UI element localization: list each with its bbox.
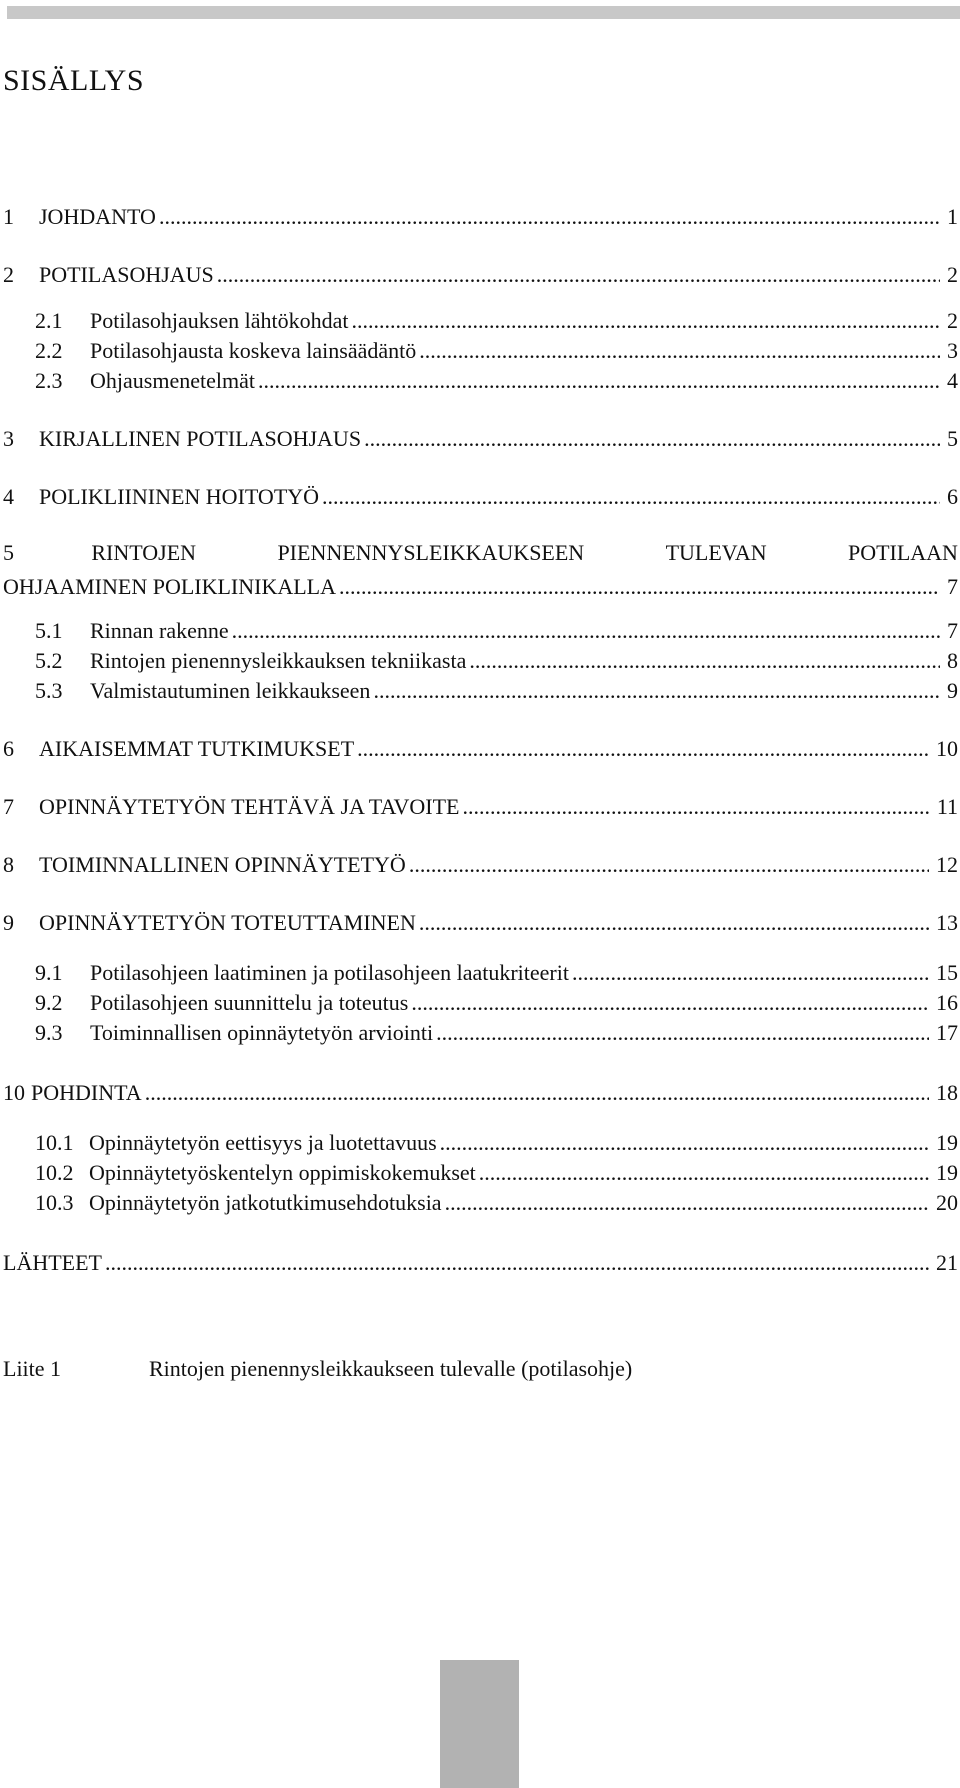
toc-title: OPINNÄYTETYÖN TEHTÄVÄ JA TAVOITE bbox=[39, 794, 460, 819]
toc-page: 19 bbox=[936, 1130, 958, 1155]
toc-entry-5-1[interactable] bbox=[0, 610, 958, 644]
toc-title: AIKAISEMMAT TUTKIMUKSET bbox=[39, 736, 355, 761]
toc-leader bbox=[322, 484, 940, 510]
toc-number: 5.2 bbox=[35, 648, 63, 673]
toc-entry-1[interactable] bbox=[0, 196, 958, 230]
toc-number: 1 bbox=[3, 204, 14, 229]
toc-leader bbox=[105, 1250, 929, 1276]
toc-title: Opinnäytetyön jatkotutkimusehdotuksia bbox=[89, 1190, 442, 1215]
toc-page: 2 bbox=[947, 308, 958, 333]
toc-page: 10 bbox=[936, 736, 958, 761]
toc-title: POHDINTA bbox=[31, 1080, 142, 1105]
toc-page: 21 bbox=[936, 1250, 958, 1275]
toc-title: JOHDANTO bbox=[39, 204, 156, 229]
toc-number: 9.3 bbox=[35, 1020, 63, 1045]
toc-entry-2[interactable] bbox=[0, 254, 958, 288]
toc-number: 10.2 bbox=[35, 1160, 74, 1185]
toc-leader bbox=[145, 1080, 929, 1106]
toc-number: 4 bbox=[3, 484, 14, 509]
toc-title: LÄHTEET bbox=[3, 1250, 102, 1275]
toc-page: 12 bbox=[936, 852, 958, 877]
toc-entry-6[interactable] bbox=[0, 728, 958, 762]
toc-number: 7 bbox=[3, 794, 14, 819]
toc-title: Toiminnallisen opinnäytetyön arviointi bbox=[90, 1020, 434, 1045]
toc-leader bbox=[436, 1020, 929, 1046]
toc-page: 18 bbox=[936, 1080, 958, 1105]
toc-entry-5-line1[interactable] bbox=[3, 540, 958, 566]
toc-number: 5.1 bbox=[35, 618, 63, 643]
toc-title: KIRJALLINEN POTILASOHJAUS bbox=[39, 426, 362, 451]
toc-entry-5-line2[interactable] bbox=[0, 566, 958, 600]
toc-number: 6 bbox=[3, 736, 14, 761]
toc-entry-9[interactable] bbox=[0, 902, 958, 936]
toc-entry-9-2[interactable] bbox=[0, 982, 958, 1016]
toc-entry-9-3[interactable] bbox=[0, 1012, 958, 1046]
toc-page: 15 bbox=[936, 960, 958, 985]
toc-leader bbox=[419, 910, 929, 936]
toc-leader bbox=[373, 678, 940, 704]
toc-entry-5-2[interactable] bbox=[0, 640, 958, 674]
toc-page: 13 bbox=[936, 910, 958, 935]
toc-title: Potilasohjauksen lähtökohdat bbox=[90, 308, 349, 333]
toc-entry-9-1[interactable] bbox=[0, 952, 958, 986]
toc-title: Rinnan rakenne bbox=[90, 618, 229, 643]
toc-leader bbox=[409, 852, 929, 878]
toc-entry-2-3[interactable] bbox=[0, 360, 958, 394]
toc-title: Opinnäytetyöskentelyn oppimiskokemukset bbox=[89, 1160, 476, 1185]
toc-number: 2.2 bbox=[35, 338, 63, 363]
toc-title: POLIKLIININEN HOITOTYÖ bbox=[39, 484, 320, 509]
toc-title: TOIMINNALLINEN OPINNÄYTETYÖ bbox=[39, 852, 406, 877]
toc-page: 1 bbox=[947, 204, 958, 229]
toc-number: 2 bbox=[3, 262, 14, 287]
toc-number: 9.1 bbox=[35, 960, 63, 985]
toc-title: Opinnäytetyön eettisyys ja luotettavuus bbox=[89, 1130, 437, 1155]
toc-leader bbox=[159, 204, 940, 230]
toc-title: POTILASOHJAUS bbox=[39, 262, 214, 287]
toc-page: 7 bbox=[947, 618, 958, 643]
toc-page: 4 bbox=[947, 368, 958, 393]
toc-title: OPINNÄYTETYÖN TOTEUTTAMINEN bbox=[39, 910, 416, 935]
toc-page: 9 bbox=[947, 678, 958, 703]
toc-entry-10[interactable] bbox=[0, 1072, 958, 1106]
toc-page: 5 bbox=[947, 426, 958, 451]
toc-title-word: PIENNENNYSLEIKKAUKSEEN bbox=[277, 540, 585, 565]
toc-page: 20 bbox=[936, 1190, 958, 1215]
toc-leader bbox=[364, 426, 940, 452]
toc-title: Valmistautuminen leikkaukseen bbox=[90, 678, 371, 703]
toc-page: 11 bbox=[936, 794, 958, 819]
toc-page: 8 bbox=[947, 648, 958, 673]
toc-entry-10-1[interactable] bbox=[0, 1122, 958, 1156]
toc-number: 10.1 bbox=[35, 1130, 74, 1155]
appendix-title[interactable]: Rintojen pienennysleikkaukseen tulevalle (potilasohje) bbox=[149, 1356, 633, 1381]
toc-title: Ohjausmenetelmät bbox=[90, 368, 255, 393]
toc-number: 9.2 bbox=[35, 990, 63, 1015]
toc-page: 7 bbox=[947, 574, 958, 599]
page-footer-block bbox=[440, 1660, 519, 1788]
toc-number: 9 bbox=[3, 910, 14, 935]
toc-leader bbox=[217, 262, 940, 288]
appendix-label: Liite 1 bbox=[3, 1356, 62, 1381]
toc-title: Potilasohjeen laatiminen ja potilasohjeen laatukriteerit bbox=[90, 960, 569, 985]
toc-page: 19 bbox=[936, 1160, 958, 1185]
toc-number: 5.3 bbox=[35, 678, 63, 703]
toc-number: 2.3 bbox=[35, 368, 63, 393]
toc-page: 17 bbox=[936, 1020, 958, 1045]
toc-leader bbox=[357, 736, 929, 762]
toc-leader bbox=[339, 574, 940, 600]
toc-leader bbox=[463, 794, 930, 820]
toc-entry-references[interactable] bbox=[0, 1242, 958, 1276]
toc-entry-7[interactable] bbox=[0, 786, 958, 820]
toc-page: 2 bbox=[947, 262, 958, 287]
toc-title: Potilasohjausta koskeva lainsäädäntö bbox=[90, 338, 417, 363]
toc-entry-8[interactable] bbox=[0, 844, 958, 878]
toc-entry-2-2[interactable] bbox=[0, 330, 958, 364]
toc-title: Rintojen pienennysleikkauksen tekniikasta bbox=[90, 648, 467, 673]
toc-number: 3 bbox=[3, 426, 14, 451]
toc-page: 6 bbox=[947, 484, 958, 509]
toc-entry-4[interactable] bbox=[0, 476, 958, 510]
toc-title: OHJAAMINEN POLIKLINIKALLA bbox=[3, 574, 337, 599]
toc-entry-3[interactable] bbox=[0, 418, 958, 452]
toc-number: 2.1 bbox=[35, 308, 63, 333]
toc-entry-2-1[interactable] bbox=[0, 300, 958, 334]
toc-page: 3 bbox=[947, 338, 958, 363]
toc-number: 10.3 bbox=[35, 1190, 74, 1215]
toc-number: 5 bbox=[3, 540, 14, 565]
toc-leader bbox=[258, 368, 940, 394]
toc-title-word: POTILAAN bbox=[847, 540, 958, 565]
toc-entry-10-3[interactable] bbox=[0, 1182, 958, 1216]
toc-page: 16 bbox=[936, 990, 958, 1015]
toc-entry-10-2[interactable] bbox=[0, 1152, 958, 1186]
toc-leader bbox=[445, 1190, 929, 1216]
toc-number: 10 bbox=[3, 1080, 25, 1105]
toc-title: Potilasohjeen suunnittelu ja toteutus bbox=[90, 990, 409, 1015]
toc-title-word: RINTOJEN bbox=[91, 540, 197, 565]
page-title: SISÄLLYS bbox=[3, 64, 145, 97]
toc-entry-5-3[interactable] bbox=[0, 670, 958, 704]
toc-number: 8 bbox=[3, 852, 14, 877]
toc-title-word: TULEVAN bbox=[665, 540, 767, 565]
